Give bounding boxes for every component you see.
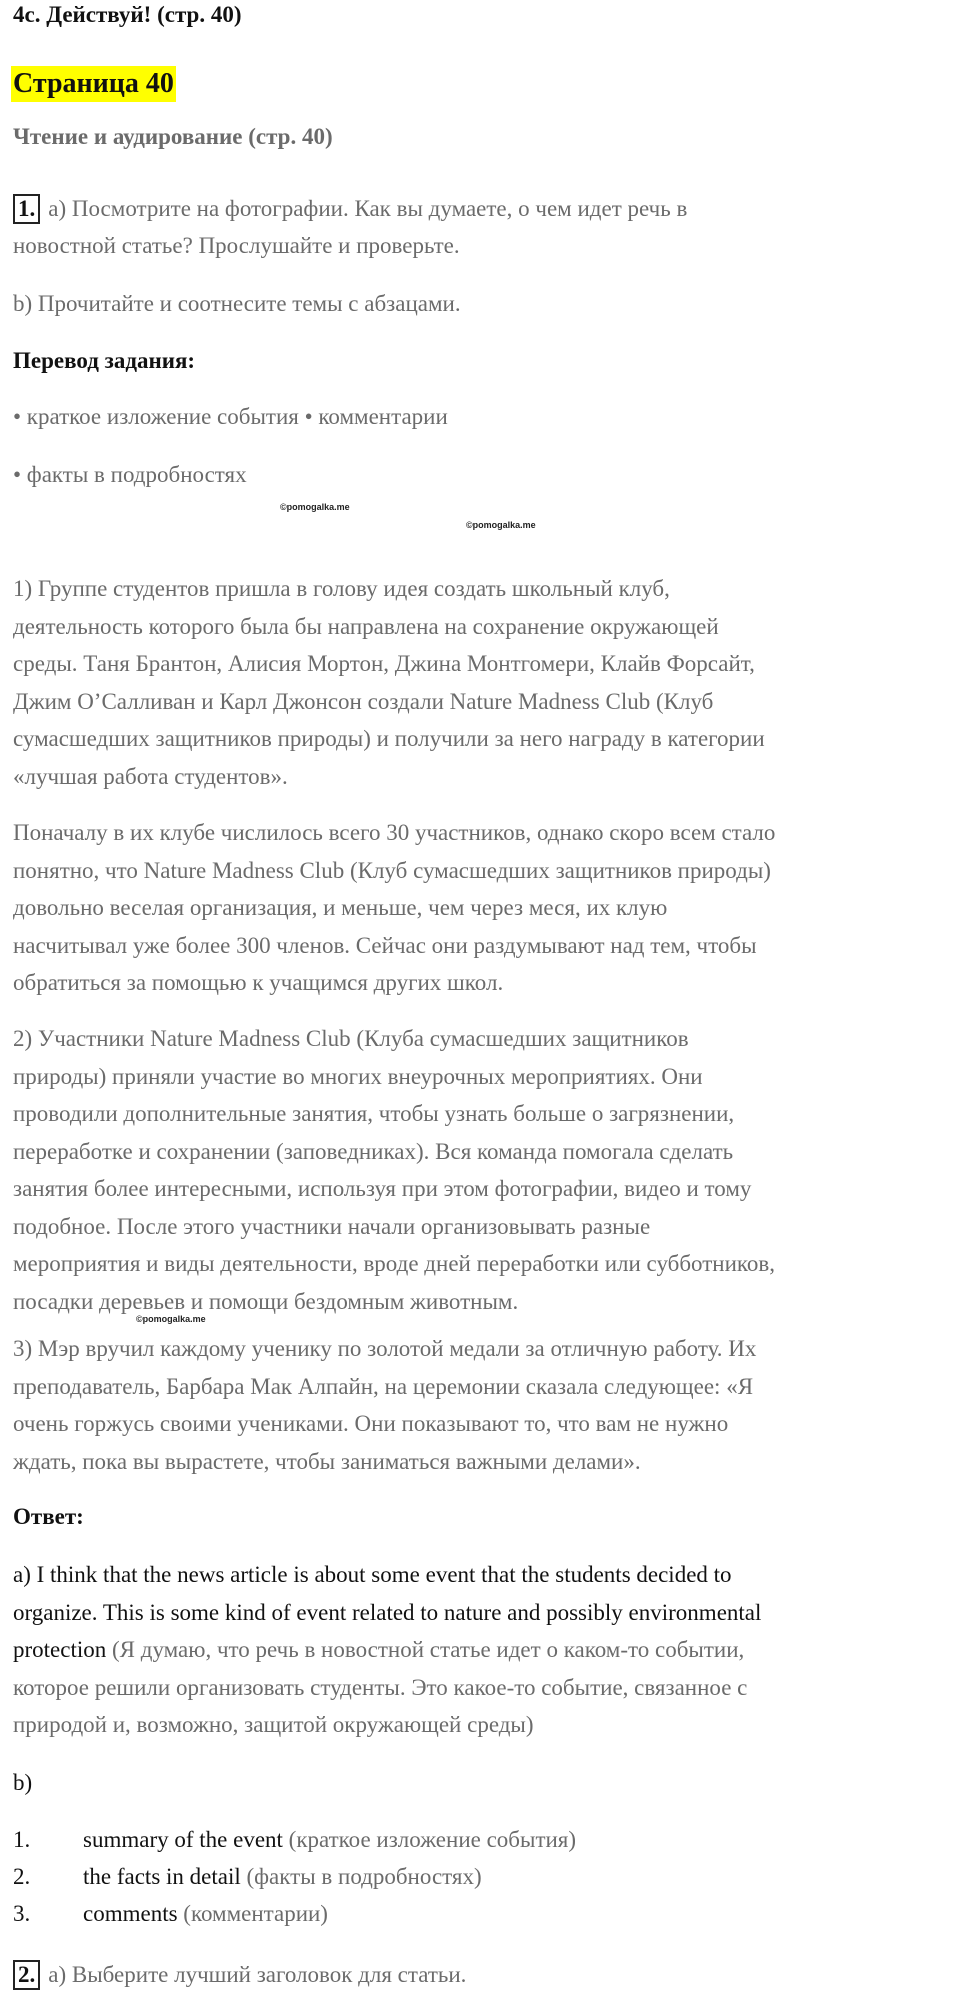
text-line: подобное. После этого участники начали организовывать разные (13, 1213, 651, 1239)
text-line: переработке и сохранении (заповедниках). Вся команда помогала сделать (13, 1138, 734, 1164)
text-line: проводили дополнительные занятия, чтобы узнать больше о загрязнении, (13, 1101, 735, 1126)
text-line: насчитывал уже более 300 членов. Сейчас они раздумывают над тем, чтобы (13, 932, 757, 958)
topics-line-2: • факты в подробностях (13, 462, 247, 487)
answer-b-label: b) (13, 1770, 33, 1795)
answer-a-paragraph (13, 1556, 953, 1744)
text-line: обратиться за помощью к учащимся других школ. (13, 970, 504, 995)
task2-line-a-text: a) Выберите лучший заголовок для статьи. (48, 1962, 467, 1987)
topics-line-1: • краткое изложение события • комментарии (13, 404, 448, 429)
task1-line-a1-text: a) Посмотрите на фотографии. Как вы думаете, о чем идет речь в (48, 196, 688, 221)
list-english: the facts in detail (83, 1864, 241, 1889)
text-line: «лучшая работа студентов». (13, 763, 288, 789)
text-line: среды. Таня Брантон, Алисия Мортон, Джина Монтгомери, Клайв Форсайт, (13, 651, 755, 676)
text-line: 2) Участники Nature Madness Club (Клуба сумасшедших защитников (13, 1026, 689, 1051)
text-line: очень горжусь своими учениками. Они показывают то, что вам не нужно (13, 1411, 729, 1436)
text-line: 1) Группе студентов пришла в голову идея создать школьный клуб, (13, 576, 670, 601)
text-line: понятно, что Nature Madness Club (Клуб сумасшедших защитников природы) (13, 857, 771, 883)
text-line: деятельность которого была бы направлена на сохранение окружающей (13, 613, 719, 639)
text-line: посадки деревьев и помощи бездомным животным. (13, 1288, 519, 1314)
task1-number-box: 1. (13, 194, 40, 224)
text-line: organize. This is some kind of event related to nature and possibly environmental (13, 1599, 762, 1625)
text-line: мероприятия и виды деятельности, вроде дней переработки или субботников, (13, 1251, 776, 1276)
list-item (13, 1821, 576, 1858)
text-line: природы) приняли участие во многих внеурочных мероприятиях. Они (13, 1063, 703, 1089)
task1-line-a1 (13, 190, 687, 227)
text-line (13, 1631, 953, 1669)
list-number: 3. (13, 1901, 31, 1926)
text-line: сумасшедших защитников природы) и получили за него награду в категории (13, 726, 765, 751)
list-item (13, 1895, 328, 1932)
watermark: ©pomogalka.me (280, 502, 350, 512)
text-line: Поначалу в их клубе числилось всего 30 участников, однако скоро всем стало (13, 820, 776, 845)
list-number: 1. (13, 1827, 31, 1852)
article-paragraph-2 (13, 814, 953, 1002)
text-line: 3) Мэр вручил каждому ученику по золотой медали за отличную работу. Их (13, 1336, 757, 1361)
task2-line-a (13, 1956, 466, 1993)
text-line: природой и, возможно, защитой окружающей среды) (13, 1712, 534, 1737)
text-line: преподаватель, Барбара Мак Алпайн, на церемонии сказала следующее: «Я (13, 1373, 754, 1399)
list-item (13, 1858, 482, 1895)
text-line: которое решили организовать студенты. Это какое-то событие, связанное с (13, 1674, 748, 1700)
text-line: a) I think that the news article is about some event that the students decided to (13, 1562, 732, 1587)
list-english: comments (83, 1901, 178, 1926)
translation-heading: Перевод задания: (13, 348, 196, 373)
list-russian: (краткое изложение события) (282, 1827, 577, 1852)
section-heading: Чтение и аудирование (стр. 40) (13, 124, 333, 149)
list-russian: (комментарии) (177, 1901, 328, 1926)
text-line: ждать, пока вы вырастете, чтобы заниматься важными делами». (13, 1448, 641, 1474)
task1-line-a2: новостной статье? Прослушайте и проверьте. (13, 233, 460, 258)
watermark: ©pomogalka.me (466, 520, 536, 530)
task1-line-b: b) Прочитайте и соотнесите темы с абзацами. (13, 291, 461, 316)
list-english: summary of the event (83, 1827, 283, 1852)
page-title: 4c. Действуй! (стр. 40) (13, 2, 242, 27)
article-paragraph-4 (13, 1330, 953, 1480)
page-label-highlight: Страница 40 (11, 66, 176, 102)
text-line: занятия более интересными, используя при этом фотографии, видео и тому (13, 1176, 752, 1201)
list-russian: (факты в подробностях) (240, 1864, 482, 1889)
answer-a-english: protection (13, 1637, 107, 1662)
list-number: 2. (13, 1864, 31, 1889)
article-paragraph-1 (13, 570, 953, 795)
answer-a-russian: (Я думаю, что речь в новостной статье идет о каком-то событии, (106, 1637, 745, 1662)
answer-heading: Ответ: (13, 1504, 84, 1529)
text-line: Джим О’Салливан и Карл Джонсон создали Nature Madness Club (Клуб (13, 688, 714, 714)
article-paragraph-3 (13, 1020, 953, 1320)
text-line: довольно веселая организация, и меньше, чем через меся, их клую (13, 895, 668, 920)
watermark: ©pomogalka.me (136, 1314, 206, 1324)
task2-number-box: 2. (13, 1960, 40, 1990)
